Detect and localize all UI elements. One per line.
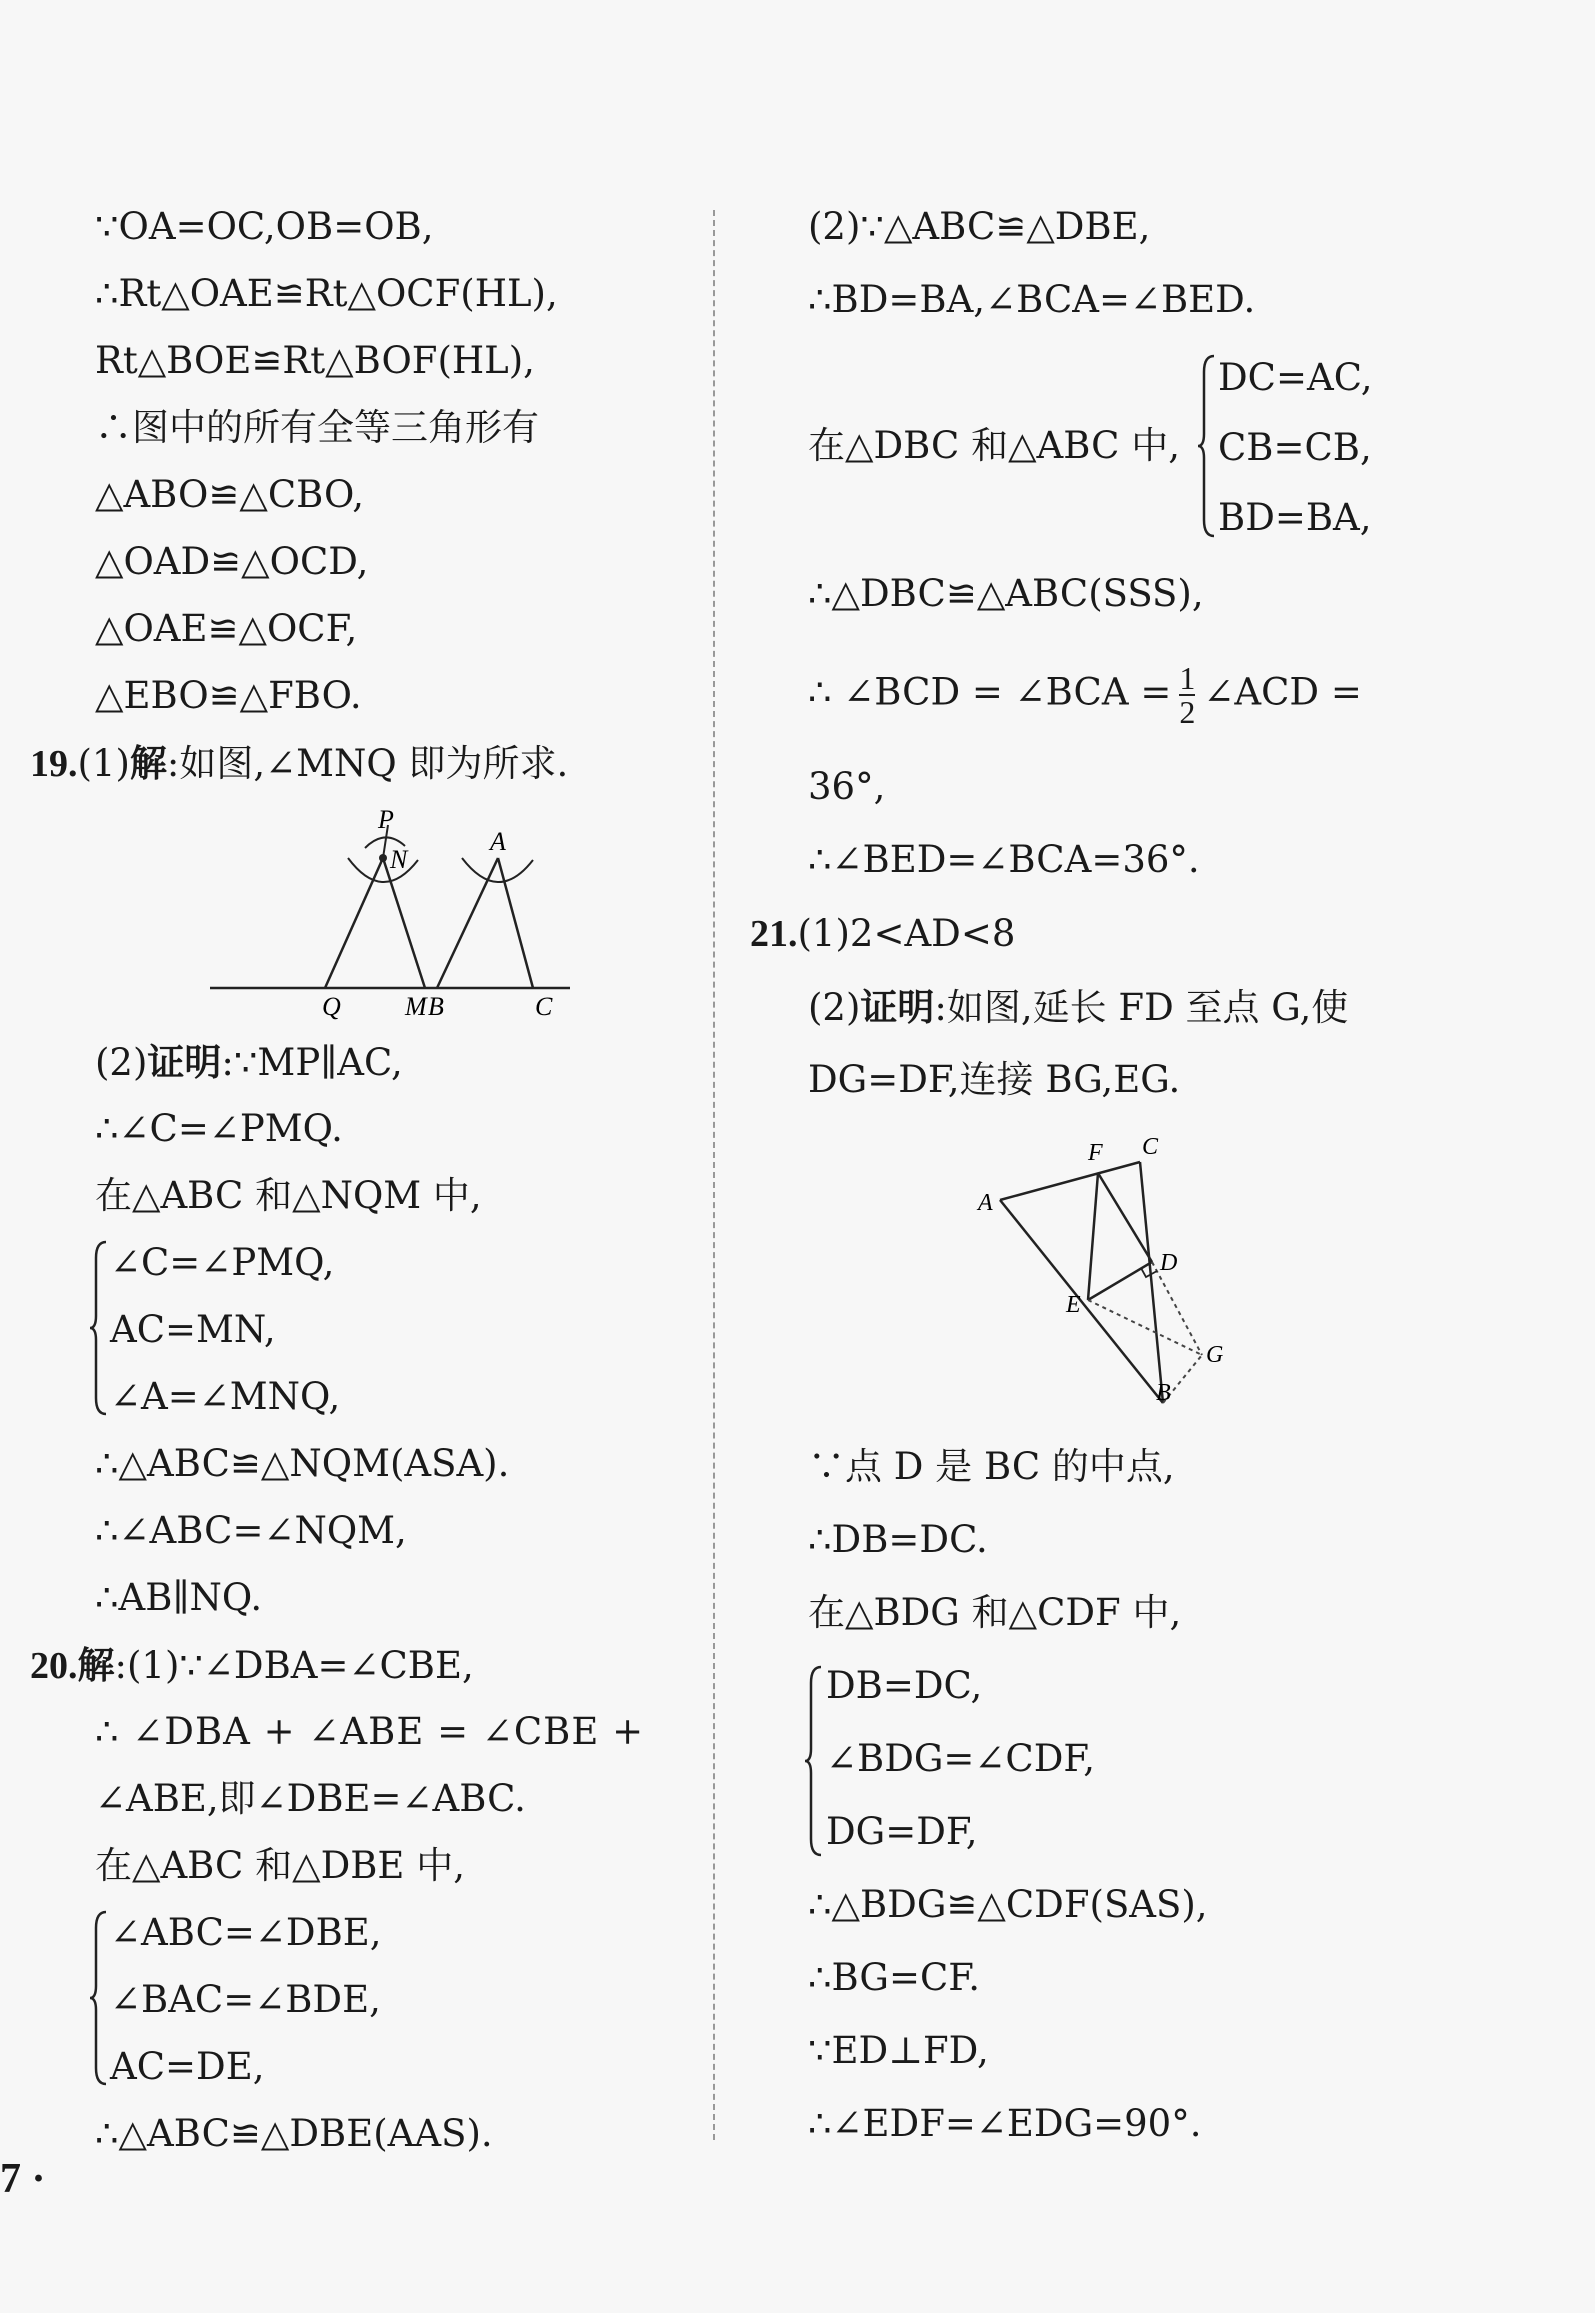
question-21-part2 xyxy=(808,985,1348,1030)
page-number: 7 · xyxy=(0,2156,46,2202)
text-line: ∴△ABC≌△DBE(AAS). xyxy=(95,2112,493,2155)
text-line: ∴△BDG≌△CDF(SAS), xyxy=(808,1883,1208,1926)
text-line: ∴BG=CF. xyxy=(808,1956,980,1999)
part-label: (1) xyxy=(77,742,130,785)
label-m: M xyxy=(405,992,427,1021)
segment-ab xyxy=(1000,1200,1163,1403)
text-line: CB=CB, xyxy=(1218,426,1372,469)
text-line: ∴Rt△OAE≌Rt△OCF(HL), xyxy=(95,272,558,315)
text: ∠ACD = xyxy=(1203,670,1362,714)
label-b: B xyxy=(1156,1380,1171,1406)
text-line: Rt△BOE≌Rt△BOF(HL), xyxy=(95,339,535,382)
label-a: A xyxy=(490,827,506,856)
text: :∵MP∥AC, xyxy=(221,1041,403,1084)
text-line: △OAE≌△OCF, xyxy=(95,607,358,650)
label-b: B xyxy=(428,992,444,1021)
figure-21 xyxy=(970,1130,1240,1410)
text-line: ∴DB=DC. xyxy=(808,1518,988,1561)
segment-ed xyxy=(1088,1262,1152,1300)
text-line: ∠ABE,即∠DBE=∠ABC. xyxy=(95,1777,526,1820)
question-21-line xyxy=(750,912,1015,956)
text-line: ∵OA=OC,OB=OB, xyxy=(95,205,434,248)
segment-cb xyxy=(1140,1162,1163,1403)
label-n: N xyxy=(390,845,408,874)
segment-fd xyxy=(1098,1173,1152,1262)
question-number: 20. xyxy=(30,1645,78,1687)
text-line: ∴ ∠DBA + ∠ABE = ∠CBE + xyxy=(95,1710,645,1753)
question-19-part2 xyxy=(95,1040,403,1085)
segment-eg xyxy=(1088,1300,1202,1355)
text-line: ∵ED⊥FD, xyxy=(808,2029,989,2072)
column-divider xyxy=(713,210,715,2140)
text-line: DG=DF,连接 BG,EG. xyxy=(808,1058,1181,1101)
text-line: ∴△ABC≌△NQM(ASA). xyxy=(95,1442,510,1485)
brace xyxy=(1196,352,1218,540)
text-line: AC=MN, xyxy=(110,1308,276,1351)
question-number: 19. xyxy=(30,743,78,785)
label-a: A xyxy=(978,1190,993,1216)
text-line: ∠BAC=∠BDE, xyxy=(110,1978,381,2021)
figure-19 xyxy=(200,800,580,1030)
text-line: (2)∵△ABC≌△DBE, xyxy=(808,205,1151,248)
segment-nm xyxy=(383,858,425,988)
label-c: C xyxy=(535,992,553,1021)
text-line: 在△DBC 和△ABC 中, xyxy=(808,424,1180,467)
solution-label: 解 xyxy=(129,741,167,785)
segment-qn xyxy=(325,858,383,988)
label-f: F xyxy=(1088,1140,1103,1166)
point-n xyxy=(379,854,387,862)
label-c: C xyxy=(1142,1134,1159,1160)
label-q: Q xyxy=(322,992,341,1021)
text-line: 在△ABC 和△NQM 中, xyxy=(95,1174,482,1217)
text-line: ∴∠BED=∠BCA=36°. xyxy=(808,838,1200,881)
text: :如图,∠MNQ 即为所求. xyxy=(166,742,569,785)
brace xyxy=(803,1663,825,1859)
question-20-line xyxy=(30,1643,474,1688)
label-e: E xyxy=(1066,1292,1081,1318)
label-p: P xyxy=(378,805,394,834)
text-line: BD=BA, xyxy=(1218,496,1372,539)
label-g: G xyxy=(1206,1342,1224,1368)
text: (1)2<AD<8 xyxy=(797,912,1016,955)
fraction-one-half xyxy=(1179,662,1195,728)
segment-fe xyxy=(1088,1173,1098,1300)
text-line: DB=DC, xyxy=(826,1664,983,1707)
text-line: ∴∠EDF=∠EDG=90°. xyxy=(808,2102,1202,2145)
text: :如图,延长 FD 至点 G,使 xyxy=(934,986,1349,1029)
segment-ba xyxy=(437,858,498,988)
text-line: ∠ABC=∠DBE, xyxy=(110,1911,382,1954)
text-line: DG=DF, xyxy=(826,1810,978,1853)
text-line: 在△BDG 和△CDF 中, xyxy=(808,1591,1182,1634)
text-line: ∴AB∥NQ. xyxy=(95,1576,263,1619)
text-line: ∴∠ABC=∠NQM, xyxy=(95,1509,407,1552)
numerator: 1 xyxy=(1179,660,1196,696)
text-line: 在△ABC 和△DBE 中, xyxy=(95,1844,465,1887)
text-line: ∴图中的所有全等三角形有 xyxy=(95,406,539,449)
fraction-line xyxy=(808,662,1362,728)
text: :(1)∵∠DBA=∠CBE, xyxy=(114,1644,474,1687)
text-line: ∠A=∠MNQ, xyxy=(110,1375,341,1418)
part-label: (2) xyxy=(95,1041,148,1084)
proof-label: 证明 xyxy=(147,1040,222,1084)
proof-label: 证明 xyxy=(860,985,935,1029)
part-label: (2) xyxy=(808,986,861,1029)
denominator: 2 xyxy=(1179,694,1196,730)
text-line: ∵点 D 是 BC 的中点, xyxy=(808,1445,1175,1488)
brace xyxy=(88,1238,110,1418)
brace xyxy=(88,1908,110,2088)
text-line: △EBO≌△FBO. xyxy=(95,674,362,717)
segment-ac xyxy=(1000,1162,1140,1200)
question-number: 21. xyxy=(750,913,798,955)
text-line: 36°, xyxy=(808,765,886,808)
text-line: ∠BDG=∠CDF, xyxy=(826,1737,1096,1780)
text-line: ∴△DBC≌△ABC(SSS), xyxy=(808,572,1204,615)
text-line: △OAD≌△OCD, xyxy=(95,540,369,583)
text-line: ∠C=∠PMQ, xyxy=(110,1241,335,1284)
text-line: ∴∠C=∠PMQ. xyxy=(95,1107,343,1150)
text-line: ∴BD=BA,∠BCA=∠BED. xyxy=(808,278,1256,321)
text: ∴ ∠BCD = ∠BCA = xyxy=(808,670,1172,714)
text-line: AC=DE, xyxy=(110,2045,265,2088)
text-line: △ABO≌△CBO, xyxy=(95,473,364,516)
question-19-line xyxy=(30,741,568,786)
solution-label: 解 xyxy=(77,1643,115,1687)
text-line: DC=AC, xyxy=(1218,356,1373,399)
label-d: D xyxy=(1160,1250,1178,1276)
